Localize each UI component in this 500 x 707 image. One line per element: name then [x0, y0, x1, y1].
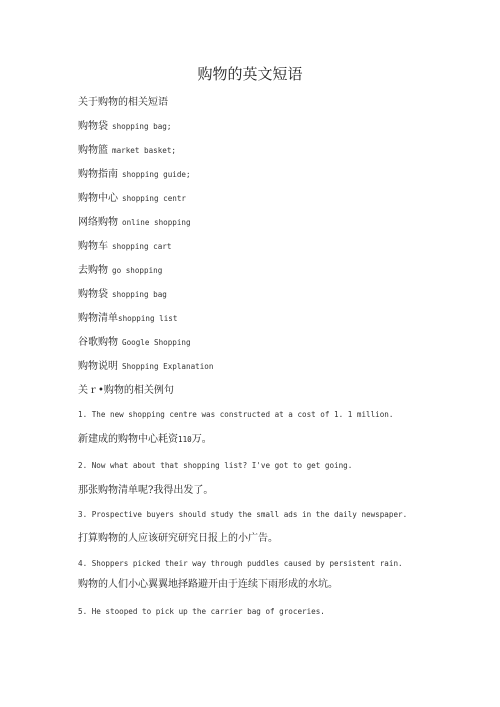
phrase-en: shopping bag — [112, 290, 167, 299]
phrase-item — [78, 142, 176, 156]
example-sentence-en: 2. Now what about that shopping list? I've got to get going. — [78, 461, 353, 470]
example-translation-cn: 打算购物的人应该研究研究日报上的小广告。 — [78, 533, 278, 544]
phrase-cn: 购物指南 — [78, 169, 118, 180]
phrase-item — [78, 214, 191, 228]
phrase-cn: 购物袋 — [78, 121, 108, 132]
phrase-item — [78, 334, 191, 348]
example-sentence-en: 1. The new shopping centre was constructed at a cost of 1. 1 million. — [78, 410, 394, 419]
phrase-item — [78, 166, 191, 180]
example-sentence-en: 4. Shoppers picked their way through puddles caused by persistent rain. — [78, 559, 403, 568]
page-title: 购物的英文短语 — [197, 65, 303, 83]
example-translation-cn — [78, 433, 212, 447]
phrase-item — [78, 262, 162, 276]
phrase-cn: 购物车 — [78, 241, 108, 252]
phrase-item — [78, 286, 167, 300]
example-sentence-en: 5. He stooped to pick up the carrier bag of groceries. — [78, 607, 325, 616]
phrase-en: shopping cart — [112, 242, 172, 251]
phrase-item — [78, 310, 177, 324]
phrase-cn: 网络购物 — [78, 217, 118, 228]
phrase-item — [78, 238, 171, 252]
phrase-cn: 购物袋 — [78, 289, 108, 300]
translation-number: 110 — [178, 435, 192, 444]
phrase-cn: 购物篮 — [78, 145, 108, 156]
phrase-cn: 购物清单 — [78, 313, 118, 324]
phrase-en: market basket; — [112, 146, 177, 155]
example-translation-cn: 购物的人们小心翼翼地择路避开由于连续下雨形成的水坑。 — [78, 579, 338, 590]
phrase-cn: 购物说明 — [78, 361, 118, 372]
phrase-en: go shopping — [112, 266, 163, 275]
phrase-en: shopping guide; — [122, 170, 191, 179]
translation-text: 新建成的购物中心耗资 — [78, 434, 178, 445]
phrase-en: Google Shopping — [122, 338, 191, 347]
phrase-cn: 购物中心 — [78, 193, 118, 204]
phrase-item — [78, 118, 171, 132]
phrase-en: Shopping Explanation — [122, 362, 214, 371]
phrase-cn: 去购物 — [78, 265, 108, 276]
example-sentence-en: 3. Prospective buyers should study the small ads in the daily newspaper. — [78, 510, 408, 519]
section-heading-examples: 关ｒ•购物的相关例句 — [78, 385, 174, 396]
phrase-cn: 谷歌购物 — [78, 337, 118, 348]
phrase-en: shopping centr — [122, 194, 187, 203]
translation-text: 万。 — [191, 434, 212, 445]
phrase-en: online shopping — [122, 218, 191, 227]
phrase-en: shopping bag; — [112, 122, 172, 131]
example-translation-cn: 那张购物清单呢?我得出发了。 — [78, 485, 214, 496]
phrase-item — [78, 190, 186, 204]
section-heading-phrases: 关于购物的相关短语 — [78, 97, 168, 108]
phrase-item — [78, 358, 213, 372]
phrase-en: shopping list — [118, 314, 178, 323]
